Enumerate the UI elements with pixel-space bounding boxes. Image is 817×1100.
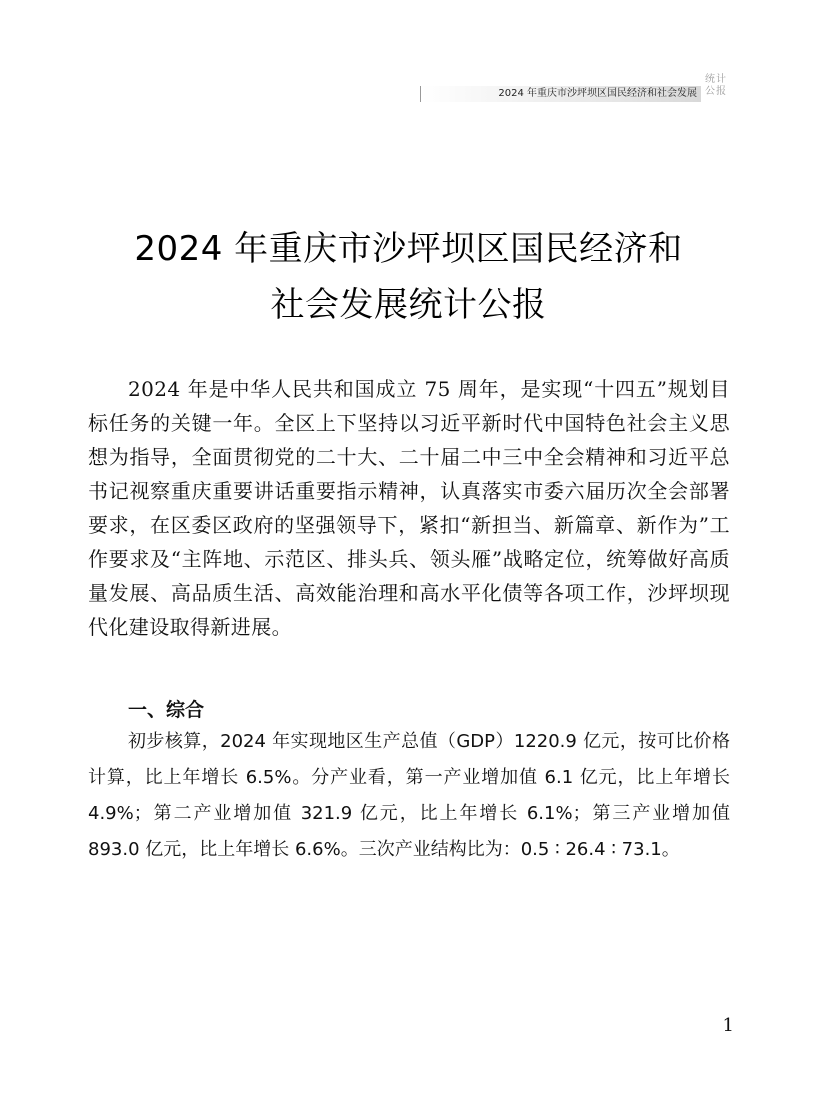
header-badge-line2: 公报 <box>705 86 727 97</box>
page-title <box>0 221 817 333</box>
intro-paragraph: 2024 年是中华人民共和国成立 75 周年，是实现“十四五”规划目标任务的关键一年。全区上下坚持以习近平新时代中国特色社会主义思想为指导，全面贯彻党的二十大、二十届二中三中全会精神和习近平总书记视察重庆重要讲话重要指示精神，认真落实市委六届历次全会部署要求，在区委区政府的坚强领导下，紧扣“新担当、新篇章、新作为”工作要求及“主阵地、示范区、排头兵、领头雁”战略定位，统筹做好高质量发展、高品质生活、高效能治理和高水平化债等各项工作，沙坪坝现代化建设取得新进展。 <box>88 377 730 639</box>
header-badge <box>703 74 729 102</box>
header-badge-line1: 统计 <box>705 74 727 85</box>
section-body-overview: 初步核算，2024 年实现地区生产总值（GDP）1220.9 亿元，按可比价格计算，比上年增长 6.5%。分产业看，第一产业增加值 6.1 亿元，比上年增长 4.9%；第二产业增加值 321.9 亿元，比上年增长 6.1%；第三产业增加值 893.0 亿元，比上年增长 6.6%。三次产业结构比为：0.5 ∶ 26.4 ∶ 73.1。 <box>88 731 730 860</box>
page-title-line1: 2024 年重庆市沙坪坝区国民经济和 <box>134 228 683 269</box>
section-heading-overview: 一、综合 <box>128 699 205 721</box>
running-header <box>420 86 701 102</box>
page-title-line2: 社会发展统计公报 <box>270 284 547 325</box>
page-number: 1 <box>722 1015 734 1036</box>
running-header-title: 2024 年重庆市沙坪坝区国民经济和社会发展 <box>498 88 697 99</box>
